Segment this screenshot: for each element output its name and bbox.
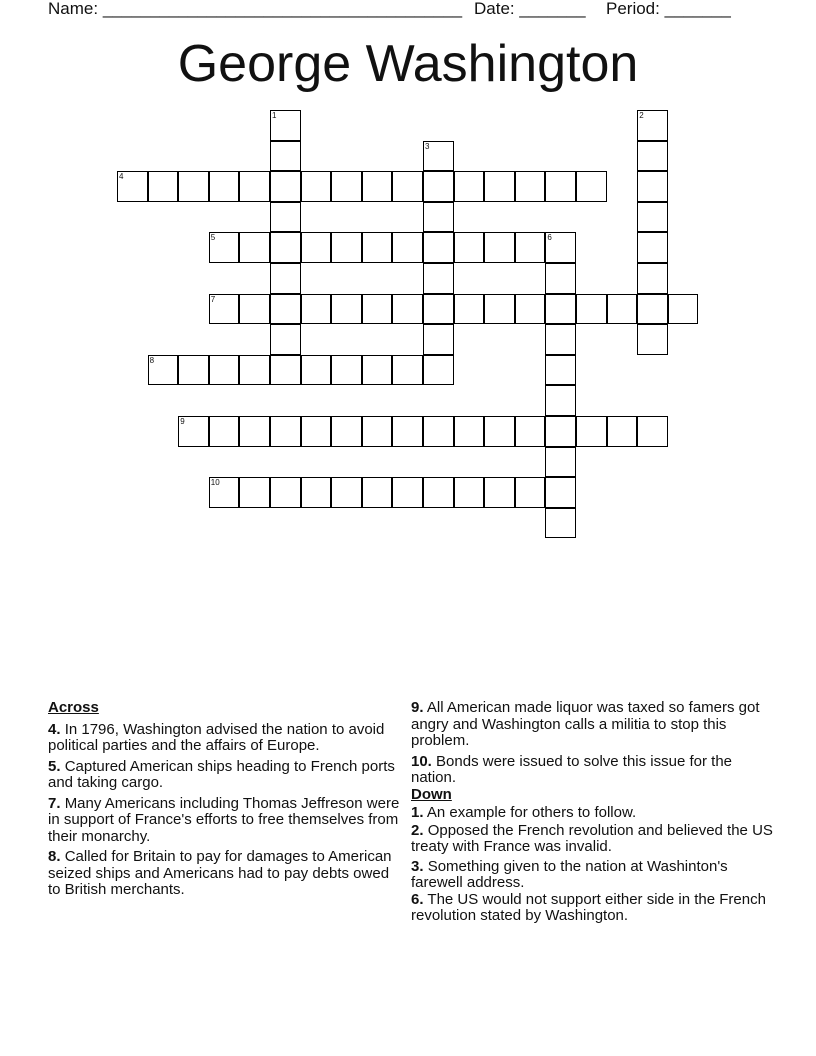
crossword-cell[interactable] [515,294,546,325]
crossword-cell[interactable] [331,416,362,447]
crossword-cell[interactable] [270,324,301,355]
crossword-cell[interactable] [576,171,607,202]
crossword-cell[interactable] [239,477,270,508]
clue-down-2: 2. Opposed the French revolution and believed the US treaty with France was invalid. [411,821,773,855]
crossword-cell[interactable] [545,385,576,416]
crossword-cell[interactable] [270,416,301,447]
name-label: Name: [48,0,99,18]
crossword-cell[interactable] [209,355,240,386]
clue-across-8: 8. Called for Britain to pay for damages to American seized ships and Americans had to pay debts owed to British merchants. [48,848,392,898]
crossword-cell[interactable] [637,232,668,263]
crossword-cell[interactable] [301,171,332,202]
crossword-cell[interactable] [362,294,393,325]
clue-number: 9 [180,417,185,426]
crossword-cell[interactable] [637,171,668,202]
clue-number: 5 [210,233,216,243]
date-label: Date: [474,0,515,18]
crossword-cell[interactable] [545,232,576,263]
crossword-cell[interactable] [515,477,546,508]
crossword-cell[interactable] [515,416,546,447]
crossword-cell[interactable] [423,202,454,233]
crossword-cell[interactable] [545,447,576,478]
crossword-cell[interactable] [239,355,270,386]
crossword-cell[interactable] [270,263,301,294]
crossword-cell[interactable] [331,171,362,202]
crossword-cell[interactable] [239,416,270,447]
period-label: Period: [606,0,660,18]
crossword-cell[interactable] [209,171,240,202]
crossword-cell[interactable] [270,232,301,263]
clue-number: 10 [210,478,220,488]
crossword-cell[interactable] [545,508,576,539]
date-blank[interactable]: _______ [519,0,586,18]
crossword-cell[interactable] [637,202,668,233]
crossword-cell[interactable] [515,232,546,263]
crossword-cell[interactable] [484,232,515,263]
crossword-cell[interactable] [117,171,148,202]
crossword-cell[interactable] [148,171,179,202]
crossword-cell[interactable] [545,477,576,508]
crossword-cell[interactable] [270,171,301,202]
crossword-cell[interactable] [423,324,454,355]
clue-down-3: 3. Something given to the nation at Washinton's farewell address. [411,857,728,891]
crossword-cell[interactable] [301,294,332,325]
clue-number: 4 [119,172,124,182]
crossword-cell[interactable] [484,416,515,447]
crossword-cell[interactable] [209,294,240,325]
crossword-cell[interactable] [576,294,607,325]
crossword-cell[interactable] [270,477,301,508]
clue-across-7: 7. Many Americans including Thomas Jeffreson were in support of France's efforts to free themselves from their monarchy. [48,794,400,845]
crossword-cell[interactable] [454,294,485,325]
crossword-cell[interactable] [178,171,209,202]
crossword-cell[interactable] [301,355,332,386]
crossword-cell[interactable] [515,171,546,202]
crossword-cell[interactable] [545,324,576,355]
crossword-cell[interactable] [484,171,515,202]
crossword-cell[interactable] [637,416,668,447]
crossword-cell[interactable] [392,294,423,325]
crossword-cell[interactable] [239,232,270,263]
name-blank[interactable]: ______________________________________ [102,0,463,18]
crossword-cell[interactable] [301,477,332,508]
crossword-cell[interactable] [637,294,668,325]
crossword-cell[interactable] [270,294,301,325]
crossword-cell[interactable] [270,110,301,141]
clues-column-right [411,700,773,929]
crossword-cell[interactable] [270,202,301,233]
crossword-cell[interactable] [178,416,209,447]
crossword-cell[interactable] [392,232,423,263]
clue-down-1: 1. An example for others to follow. [411,804,637,821]
crossword-cell[interactable] [545,171,576,202]
crossword-cell[interactable] [637,263,668,294]
crossword-cell[interactable] [637,141,668,172]
crossword-cell[interactable] [668,294,699,325]
crossword-cell[interactable] [362,355,393,386]
crossword-cell[interactable] [454,416,485,447]
crossword-cell[interactable] [148,355,179,386]
period-blank[interactable]: _______ [664,0,731,18]
clue-across-5: 5. Captured American ships heading to French ports and taking cargo. [48,757,395,791]
crossword-cell[interactable] [423,477,454,508]
crossword-cell[interactable] [331,232,362,263]
crossword-cell[interactable] [362,477,393,508]
crossword-cell[interactable] [545,294,576,325]
clue-across-9: 9. All American made liquor was taxed so famers got angry and Washington calls a militia to stop this problem. [411,699,760,749]
crossword-cell[interactable] [545,263,576,294]
down-heading: Down [411,785,452,803]
clue-number: 8 [149,355,155,365]
crossword-cell[interactable] [607,416,638,447]
crossword-cell[interactable] [454,232,485,263]
crossword-cell[interactable] [362,171,393,202]
clue-number: 3 [425,141,430,151]
clue-across-10: 10. Bonds were issued to solve this issue for the nation. [411,752,733,786]
clue-number: 7 [210,294,216,304]
crossword-cell[interactable] [331,355,362,386]
crossword-cell[interactable] [423,232,454,263]
across-heading: Across [48,699,99,716]
crossword-cell[interactable] [239,294,270,325]
crossword-cell[interactable] [454,171,485,202]
crossword-cell[interactable] [270,141,301,172]
clue-down-6: 6. The US would not support either side in the French revolution stated by Washington. [411,890,766,924]
crossword-cell[interactable] [637,324,668,355]
crossword-cell[interactable] [392,171,423,202]
crossword-cell[interactable] [209,416,240,447]
crossword-cell[interactable] [209,232,240,263]
crossword-cell[interactable] [392,477,423,508]
clue-number: 1 [272,111,277,120]
crossword-cell[interactable] [545,416,576,447]
clue-number: 2 [639,111,644,120]
crossword-cell[interactable] [301,416,332,447]
crossword-cell[interactable] [362,232,393,263]
crossword-cell[interactable] [454,477,485,508]
clues-column-left [48,700,402,903]
crossword-cell[interactable] [423,355,454,386]
clue-number: 6 [547,233,552,243]
crossword-cell[interactable] [607,294,638,325]
page-title: George Washington [177,35,639,93]
crossword-cell[interactable] [484,294,515,325]
crossword-cell[interactable] [270,355,301,386]
crossword-cell[interactable] [331,477,362,508]
crossword-cell[interactable] [392,355,423,386]
crossword-cell[interactable] [301,232,332,263]
crossword-cell[interactable] [423,416,454,447]
crossword-cell[interactable] [362,416,393,447]
crossword-cell[interactable] [423,263,454,294]
crossword-cell[interactable] [331,294,362,325]
crossword-cell[interactable] [637,110,668,141]
crossword-cell[interactable] [423,141,454,172]
clue-across-4: 4. In 1796, Washington advised the nation to avoid political parties and the affairs of Europe. [48,720,385,754]
crossword-cell[interactable] [239,171,270,202]
crossword-cell[interactable] [545,355,576,386]
crossword-cell[interactable] [178,355,209,386]
crossword-cell[interactable] [392,416,423,447]
crossword-cell[interactable] [423,294,454,325]
crossword-cell[interactable] [484,477,515,508]
crossword-cell[interactable] [209,477,240,508]
crossword-cell[interactable] [576,416,607,447]
crossword-cell[interactable] [423,171,454,202]
